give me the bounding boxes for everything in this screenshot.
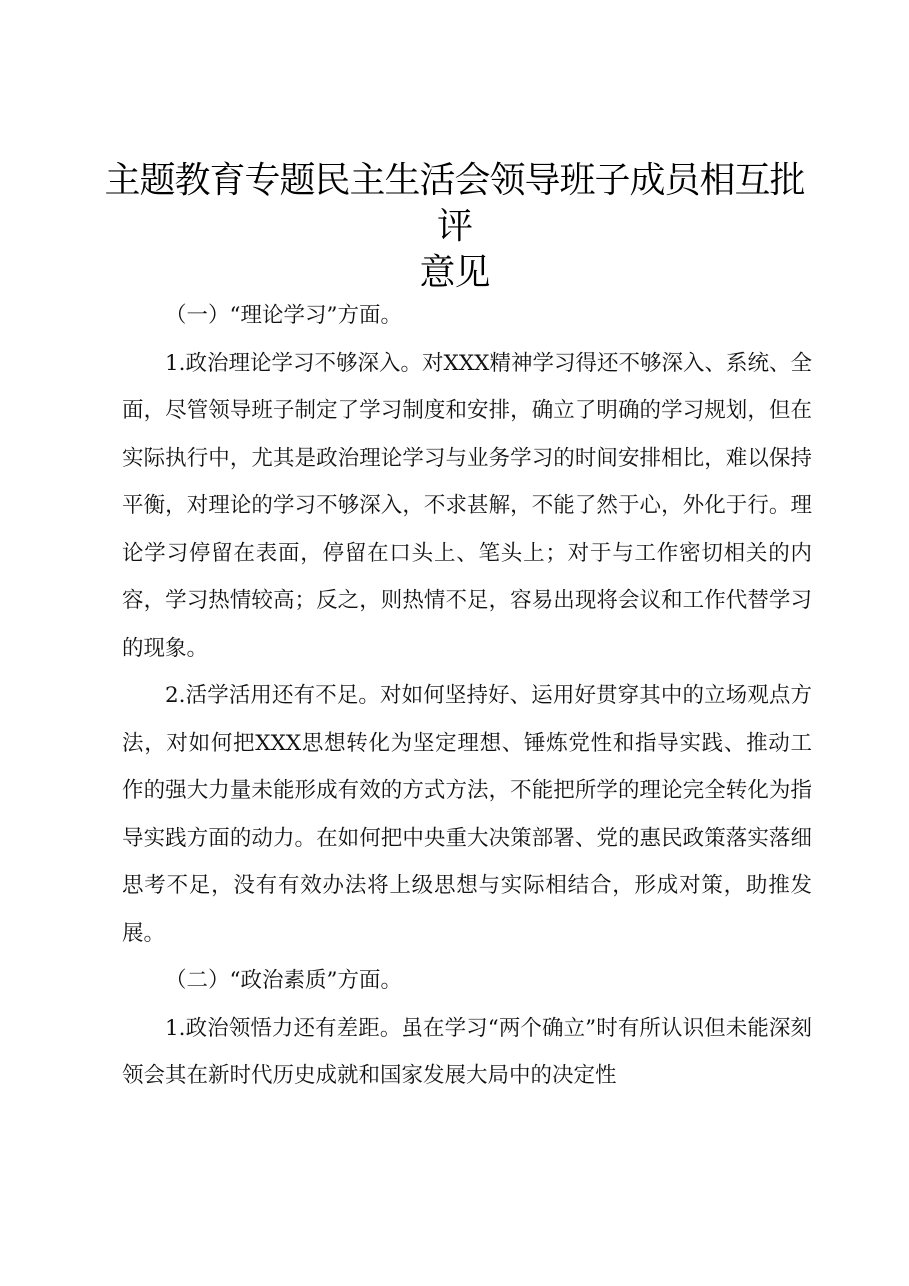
title-line-2: 意见: [419, 252, 490, 293]
document-title: [100, 158, 809, 296]
paragraph-political-quality-1: 1.政治领悟力还有差距。虽在学习“两个确立”时有所认识但未能深刻领会其在新时代历史成就和国家发展大局中的决定性: [122, 1015, 812, 1088]
document-body: [122, 292, 812, 1100]
section-heading-theory-study: （一）“理论学习”方面。: [165, 303, 402, 328]
title-line-1: 主题教育专题民主生活会领导班子成员相互批评: [104, 160, 805, 247]
paragraph-theory-study-1: 1.政治理论学习不够深入。对XXX精神学习得还不够深入、系统、全面，尽管领导班子制定了学习制度和安排，确立了明确的学习规划，但在实际执行中，尤其是政治理论学习与业务学习的时间安排相比，难以保持平衡，对理论的学习不够深入，不求甚解，不能了然于心，外化于行。理论学习停留在表面，停留在口头上、笔头上；对于与工作密切相关的内容，学习热情较高；反之，则热情不足，容易出现将会议和工作代替学习的现象。: [122, 350, 812, 661]
section-heading-political-quality: （二）“政治素质”方面。: [165, 968, 402, 993]
paragraph-theory-study-2: 2.活学活用还有不足。对如何坚持好、运用好贯穿其中的立场观点方法，对如何把XXX思想转化为坚定理想、锤炼党性和指导实践、推动工作的强大力量未能形成有效的方式方法，不能把所学的理论完全转化为指导实践方面的动力。在如何把中央重大决策部署、党的惠民政策落实落细思考不足，没有有效办法将上级思想与实际相结合，形成对策，助推发展。: [122, 683, 812, 946]
